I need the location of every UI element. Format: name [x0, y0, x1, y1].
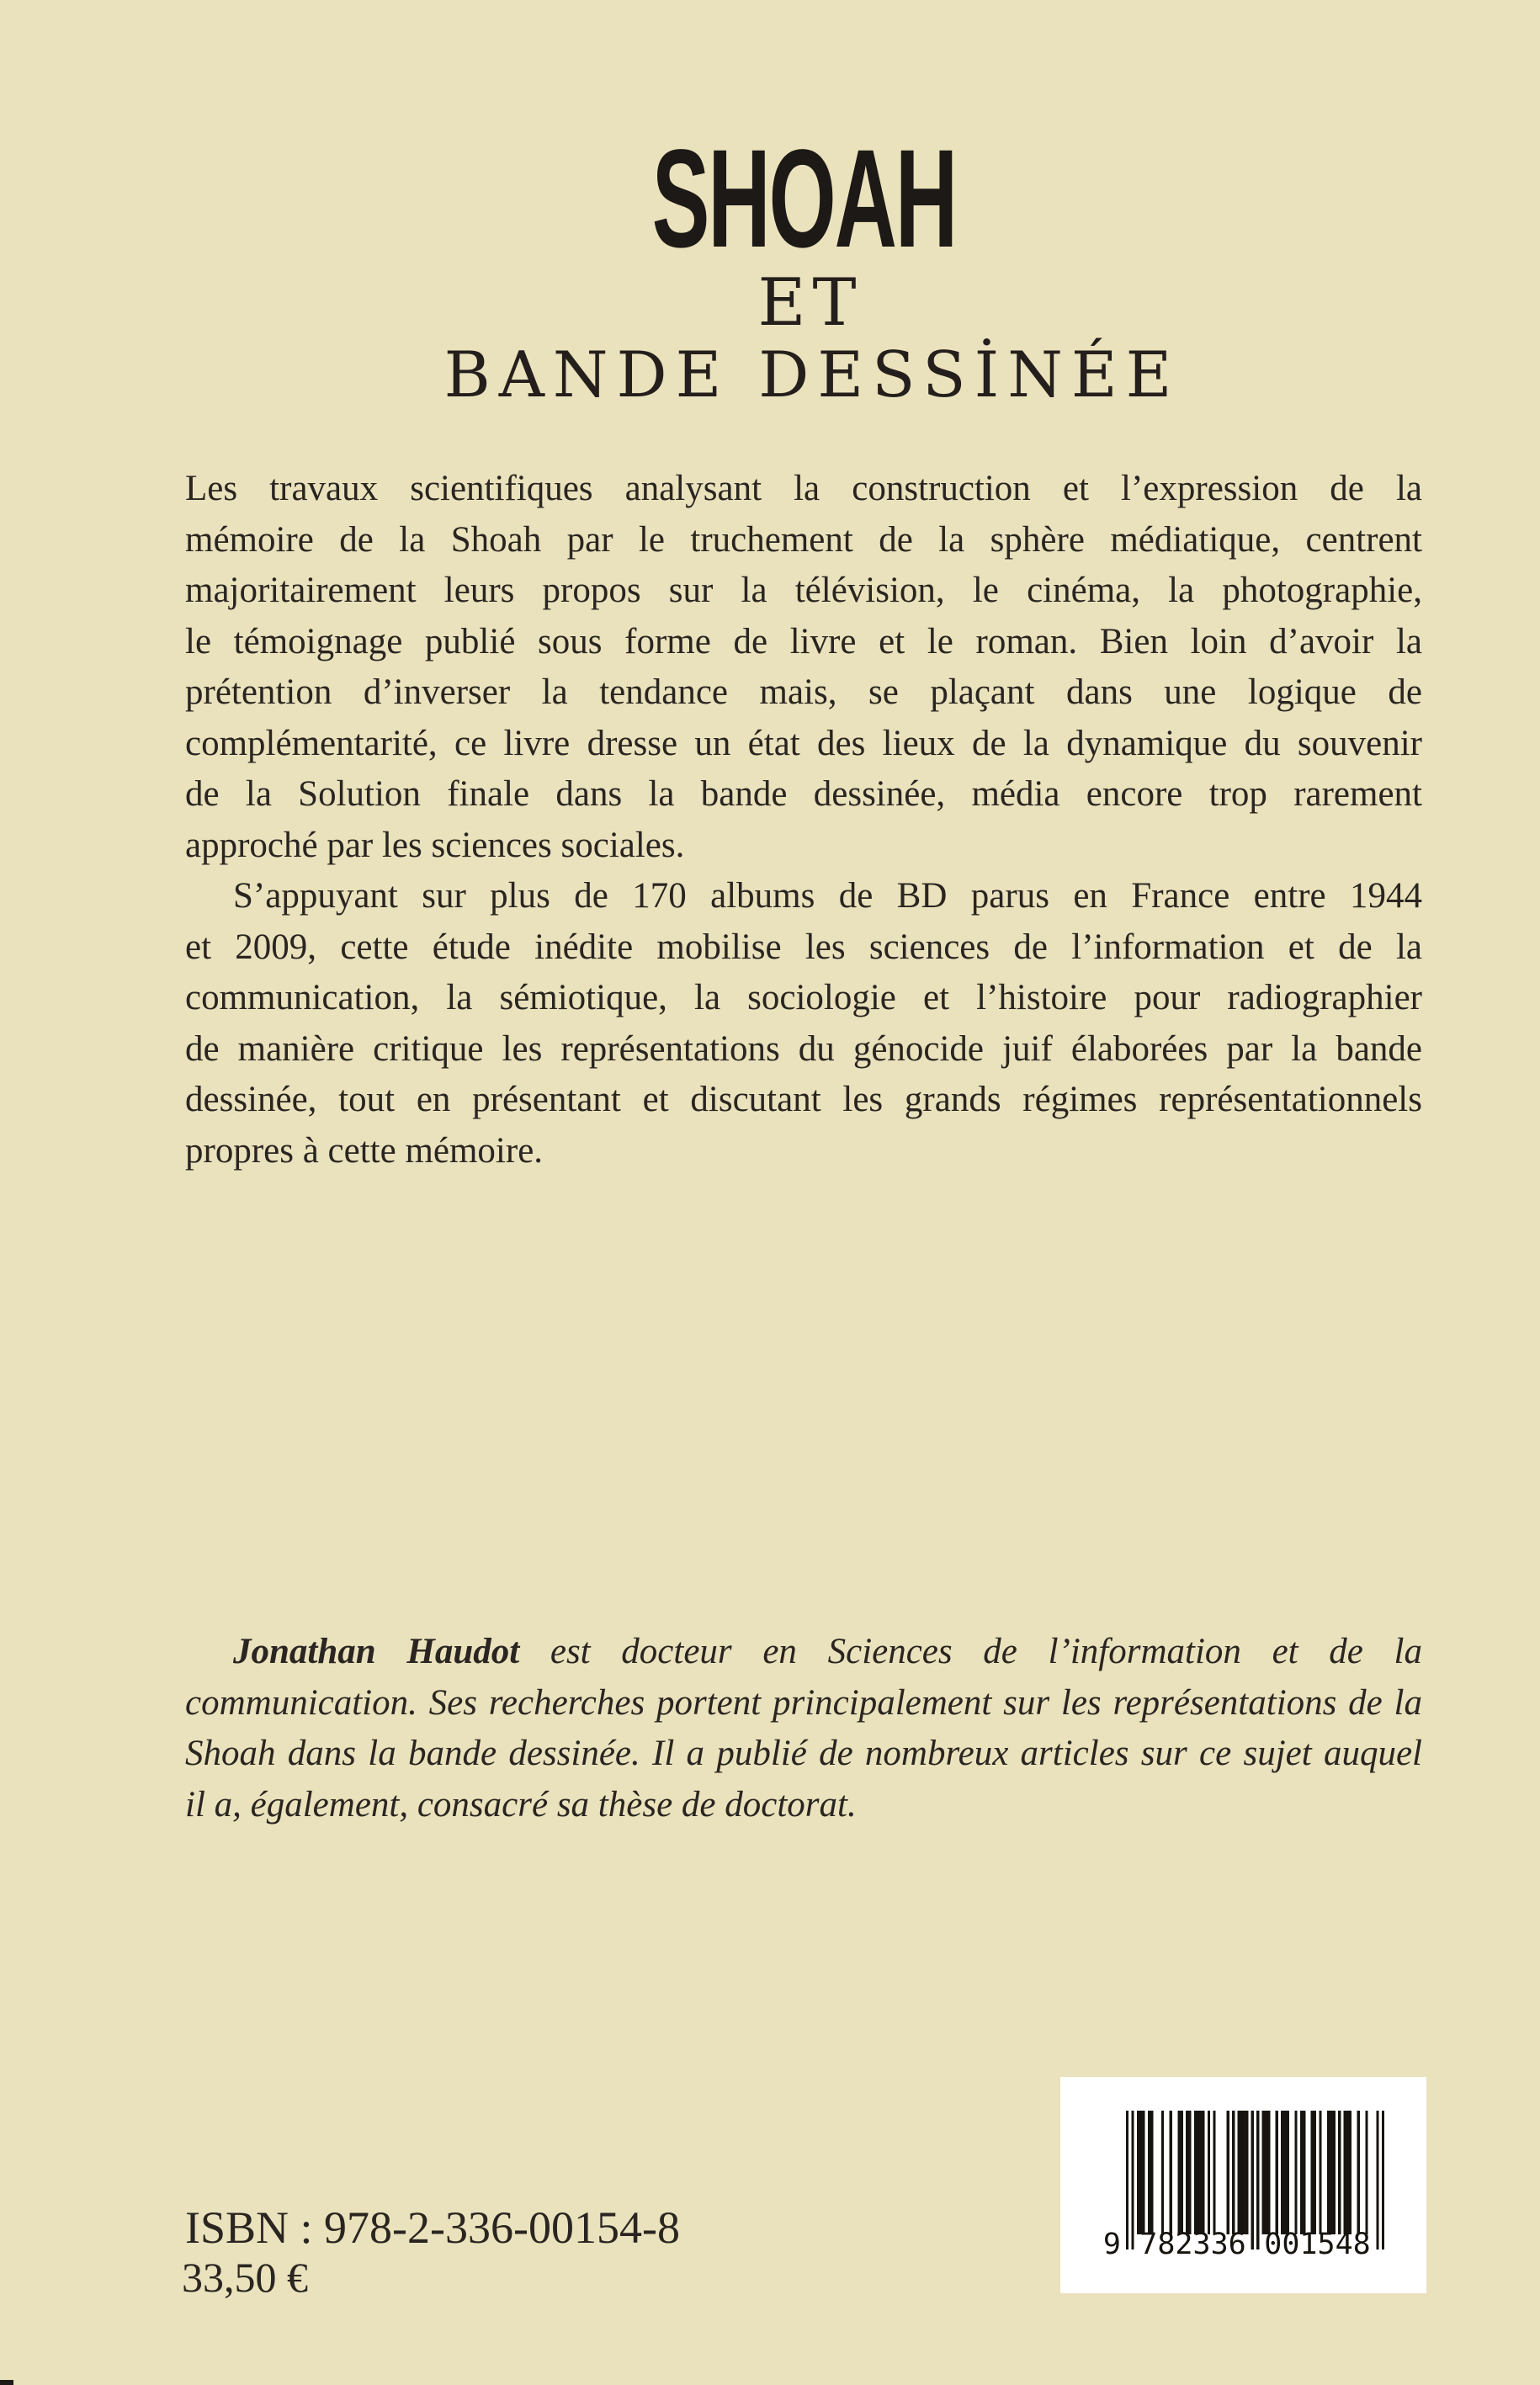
- synopsis-line: majoritairement leurs propos sur la télévision, le cinéma, la photographie,: [185, 571, 1422, 610]
- bio-line: Shoah dans la bande dessinée. Il a publié de nombreux articles sur ce sujet auquel: [185, 1734, 1422, 1773]
- synopsis-line: de manière critique les représentations du génocide juif élaborées par la bande: [185, 1028, 1422, 1069]
- barcode-digit-group: 782336: [1139, 2228, 1246, 2261]
- synopsis-line: complémentarité, ce livre dresse un état des lieux de la dynamique du souvenir: [185, 723, 1422, 763]
- synopsis-line: mémoire de la Shoah par le truchement de la sphère médiatique, centrent: [185, 519, 1422, 560]
- scan-artifact: [0, 2380, 13, 2385]
- barcode-panel: [1060, 2077, 1426, 2293]
- synopsis-line: communication, la sémiotique, la sociologie et l’histoire pour radiographier: [185, 978, 1422, 1017]
- barcode-digit-group: 001548: [1264, 2228, 1371, 2261]
- book-title-main: [185, 121, 1422, 277]
- bio-line: il a, également, consacré sa thèse de doctorat.: [185, 1784, 857, 1825]
- book-title-connector: ET: [757, 265, 863, 341]
- barcode-digit-group: 9: [1102, 2228, 1121, 2261]
- author-name: Jonathan Haudot: [233, 1632, 520, 1671]
- author-bio-block: [185, 1627, 1422, 1830]
- synopsis-line: le témoignage publié sous forme de livre et le roman. Bien loin d’avoir la: [185, 621, 1422, 661]
- book-title-main-text: SHOAH: [651, 121, 956, 277]
- synopsis-line: dessinée, tout en présentant et discutant les grands régimes représentationnels: [185, 1080, 1422, 1119]
- book-title-subtitle: BANDE DESSİNÉE: [443, 337, 1181, 412]
- bio-line: communication. Ses recherches portent principalement sur les représentations de la: [185, 1682, 1422, 1723]
- synopsis-block: [185, 464, 1422, 1177]
- synopsis-line: S’appuyant sur plus de 170 albums de BD parus en France entre 1944: [233, 876, 1422, 916]
- synopsis-line: Les travaux scientifiques analysant la construction et l’expression de la: [185, 469, 1422, 508]
- synopsis-line: de la Solution finale dans la bande dessinée, média encore trop rarement: [185, 774, 1422, 814]
- bio-line: [185, 1627, 1422, 1678]
- synopsis-line: prétention d’inverser la tendance mais, se plaçant dans une logique de: [185, 672, 1422, 712]
- price-text: 33,50 €: [182, 2254, 308, 2301]
- synopsis-line: approché par les sciences sociales.: [185, 825, 685, 865]
- bio-line-text: est docteur en Sciences de l’information et de la: [519, 1632, 1423, 1671]
- isbn-text: ISBN : 978-2-336-00154-8: [185, 2202, 680, 2253]
- synopsis-line: et 2009, cette étude inédite mobilise les sciences de l’information et de la: [185, 927, 1422, 967]
- synopsis-line: propres à cette mémoire.: [185, 1130, 544, 1171]
